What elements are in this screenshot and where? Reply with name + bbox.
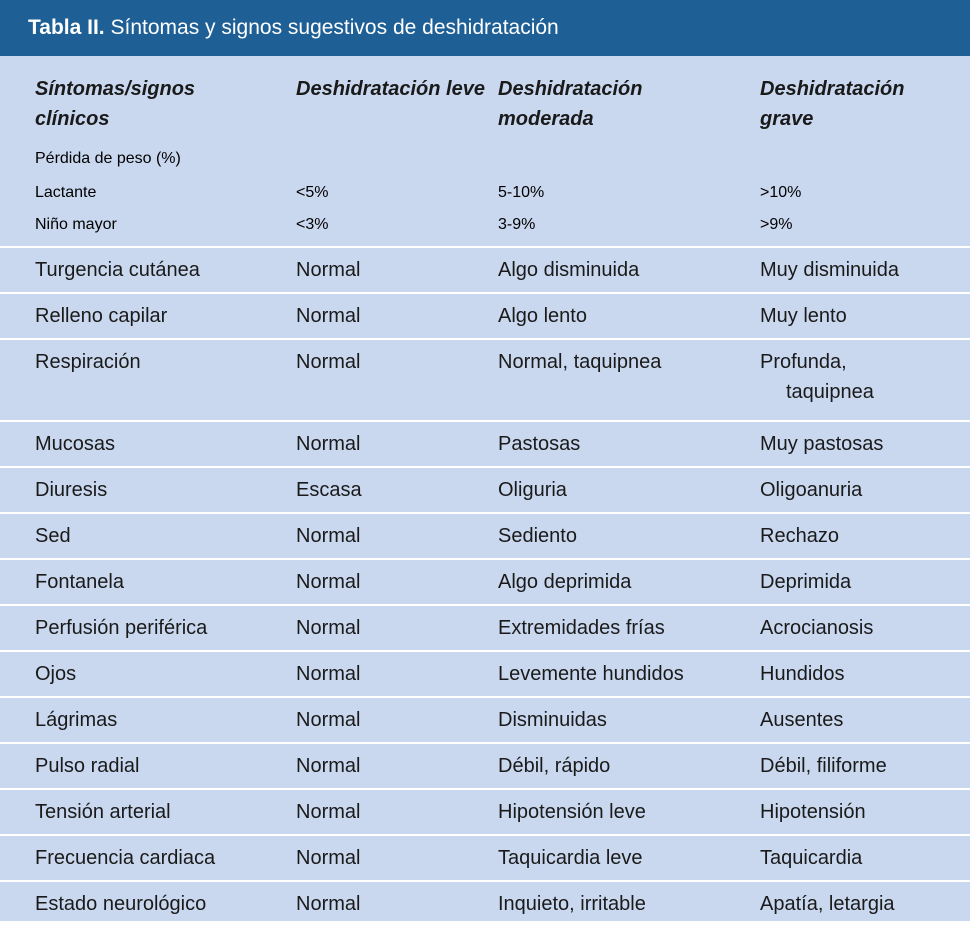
row-moderate: Algo disminuida	[498, 259, 640, 281]
row-mild: Normal	[296, 433, 361, 455]
row-symptom: Respiración	[35, 351, 141, 373]
row-symptom: Diuresis	[35, 479, 108, 501]
weight-loss-child-label: Niño mayor	[35, 216, 117, 233]
row-symptom: Mucosas	[35, 433, 116, 455]
row-moderate: Extremidades frías	[498, 617, 665, 639]
header-moderate: Deshidratación moderada	[498, 78, 643, 130]
row-symptom: Pulso radial	[35, 755, 140, 777]
weight-loss-child-mild: <3%	[296, 216, 329, 233]
weight-loss-infant-label: Lactante	[35, 184, 97, 201]
row-symptom: Tensión arterial	[35, 801, 171, 823]
row-mild: Normal	[296, 525, 361, 547]
table-row	[0, 882, 970, 926]
row-severe: Ausentes	[760, 709, 844, 731]
table-row	[0, 422, 970, 466]
table-row	[0, 744, 970, 788]
row-moderate: Disminuidas	[498, 709, 607, 731]
row-mild: Normal	[296, 709, 361, 731]
row-mild: Normal	[296, 801, 361, 823]
row-symptom: Fontanela	[35, 571, 124, 593]
header-severe: Deshidratación grave	[760, 78, 905, 130]
table-title	[0, 0, 970, 56]
weight-loss-child-severe: >9%	[760, 216, 793, 233]
table-row	[0, 294, 970, 338]
table-row	[0, 514, 970, 558]
row-moderate: Levemente hundidos	[498, 663, 684, 685]
table-row	[0, 560, 970, 604]
row-moderate: Oliguria	[498, 479, 567, 501]
weight-loss-infant-severe: >10%	[760, 184, 802, 201]
row-moderate: Taquicardia leve	[498, 847, 643, 869]
weight-loss-infant-moderate: 5-10%	[498, 184, 545, 201]
row-severe: Oligoanuria	[760, 479, 863, 501]
row-moderate: Pastosas	[498, 433, 581, 455]
row-severe: Taquicardia	[760, 847, 863, 869]
row-severe: Muy lento	[760, 305, 847, 327]
table-row	[0, 248, 970, 292]
row-moderate: Algo deprimida	[498, 571, 632, 593]
table-title-text: Síntomas y signos sugestivos de deshidratación	[110, 16, 559, 39]
weight-loss-label: Pérdida de peso (%)	[35, 150, 181, 167]
row-moderate: Normal, taquipnea	[498, 351, 662, 373]
row-symptom: Sed	[35, 525, 71, 547]
row-severe: Muy disminuida	[760, 259, 899, 281]
row-symptom: Estado neurológico	[35, 893, 207, 915]
row-mild: Normal	[296, 351, 361, 373]
row-moderate: Hipotensión leve	[498, 801, 646, 823]
row-moderate: Inquieto, irritable	[498, 893, 646, 915]
row-mild: Normal	[296, 305, 361, 327]
row-mild: Normal	[296, 893, 361, 915]
row-symptom: Relleno capilar	[35, 305, 168, 327]
row-symptom: Lágrimas	[35, 709, 118, 731]
row-mild: Normal	[296, 847, 361, 869]
row-severe	[760, 347, 950, 407]
weight-loss-infant-mild: <5%	[296, 184, 329, 201]
table-row	[0, 606, 970, 650]
row-symptom: Ojos	[35, 663, 77, 685]
row-mild: Escasa	[296, 479, 362, 501]
header-mild: Deshidratación leve	[296, 78, 485, 100]
row-severe: Apatía, letargia	[760, 893, 895, 915]
row-mild: Normal	[296, 755, 361, 777]
row-mild: Normal	[296, 259, 361, 281]
row-severe-line2: taquipnea	[786, 381, 874, 403]
row-mild: Normal	[296, 571, 361, 593]
row-severe: Rechazo	[760, 525, 839, 547]
table-row	[0, 790, 970, 834]
row-severe-line1: Profunda,	[760, 351, 847, 373]
table-row	[0, 652, 970, 696]
table-title-label: Tabla II.	[28, 16, 105, 39]
row-symptom: Perfusión periférica	[35, 617, 208, 639]
row-symptom: Frecuencia cardiaca	[35, 847, 216, 869]
row-severe: Deprimida	[760, 571, 852, 593]
table-row	[0, 698, 970, 742]
table-header-row	[0, 56, 970, 144]
row-severe: Hipotensión	[760, 801, 866, 823]
row-severe: Hundidos	[760, 663, 845, 685]
row-severe: Muy pastosas	[760, 433, 884, 455]
row-symptom: Turgencia cutánea	[35, 259, 200, 281]
row-moderate: Débil, rápido	[498, 755, 611, 777]
table-row	[0, 468, 970, 512]
row-severe: Débil, filiforme	[760, 755, 887, 777]
row-mild: Normal	[296, 663, 361, 685]
table-row	[0, 836, 970, 880]
weight-loss-block	[0, 144, 970, 246]
row-severe: Acrocianosis	[760, 617, 874, 639]
row-mild: Normal	[296, 617, 361, 639]
table-row	[0, 340, 970, 420]
header-symptoms: Síntomas/signos clínicos	[35, 78, 196, 130]
row-moderate: Algo lento	[498, 305, 587, 327]
row-moderate: Sediento	[498, 525, 577, 547]
weight-loss-child-moderate: 3-9%	[498, 216, 536, 233]
